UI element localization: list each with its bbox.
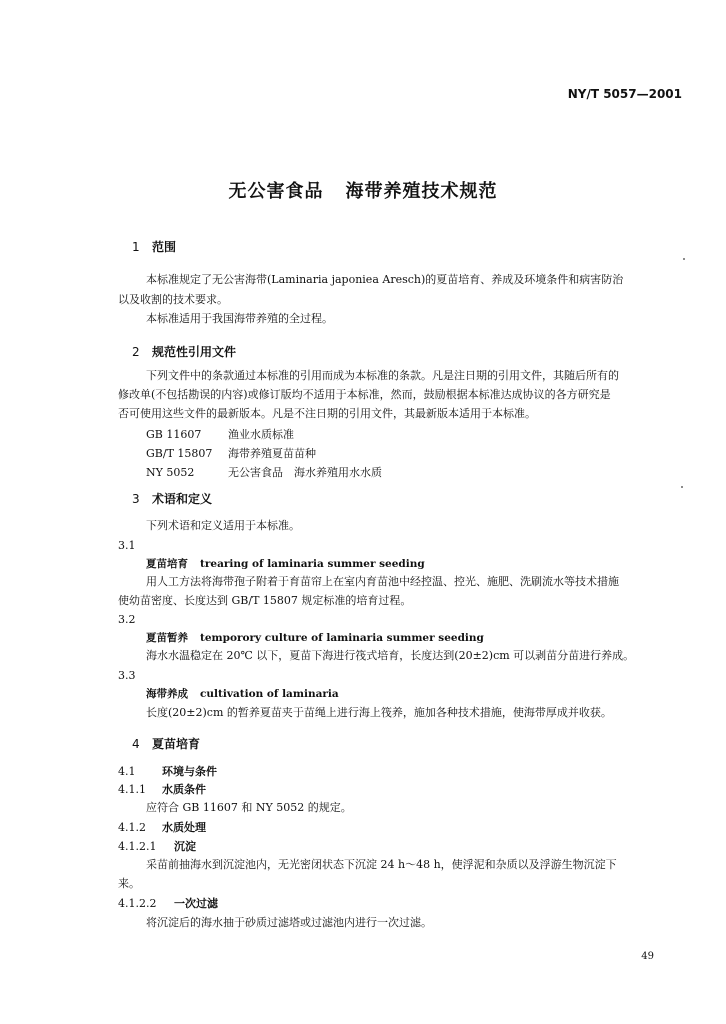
term-definition-line1: 用人工方法将海带孢子附着于育苗帘上在室内育苗池中经控温、控光、施肥、洗刷流水等技术措施 [146,575,619,588]
term-heading: 海带养成 cultivation of laminaria [146,688,339,700]
subsection-4-1-1-heading: 4.1.1 水质条件 [118,783,206,796]
standard-number: NY/T 5057—2001 [567,87,682,101]
section-1-para1-line1: 本标准规定了无公害海带(Laminaria japoniea Aresch)的夏苗培育、养成及环境条件和病害防治 [146,273,624,286]
document-title [0,177,726,203]
title-part2: 海带养殖技术规范 [345,181,498,202]
subsection-4-1-1-text: 应符合 GB 11607 和 NY 5052 的规定。 [146,801,352,814]
section-1-para2: 本标准适用于我国海带养殖的全过程。 [146,312,333,325]
term-heading: 夏苗暂养 temporory culture of laminaria summer seeding [146,632,484,644]
subsection-4-1-2-heading: 4.1.2 水质处理 [118,821,206,834]
page-number: 49 [641,951,654,962]
section-4-heading: 4 夏苗培育 [132,737,201,751]
subsection-4-1-heading: 4.1 环境与条件 [118,765,217,778]
scan-speck [683,258,685,260]
subsection-4-1-2-1-text-line2: 来。 [118,877,140,890]
reference-item: GB 11607 渔业水质标准 [146,428,294,441]
term-definition-line1: 长度(20±2)cm 的暂养夏苗夹于苗绳上进行海上筏养，施加各种技术措施，使海带厚成并收获。 [146,706,612,719]
term-definition-line1: 海水水温稳定在 20℃ 以下，夏苗下海进行筏式培育，长度达到(20±2)cm 可以剥苗分苗进行养成。 [146,649,635,662]
subsection-4-1-2-2-heading: 4.1.2.2 一次过滤 [118,897,218,910]
section-3-heading: 3 术语和定义 [132,492,213,506]
section-2-para-line3: 否可使用这些文件的最新版本。凡是不注日期的引用文件，其最新版本适用于本标准。 [118,407,536,420]
scan-speck [681,486,683,488]
term-definition-line2: 使幼苗密度、长度达到 GB/T 15807 规定标准的培育过程。 [118,594,412,607]
section-1-para1-line2: 以及收割的技术要求。 [118,293,228,306]
term-number: 3.3 [118,669,136,682]
term-heading: 夏苗培育 trearing of laminaria summer seeding [146,558,425,570]
subsection-4-1-2-1-text-line1: 采苗前抽海水到沉淀池内，无光密闭状态下沉淀 24 h～48 h，使浮泥和杂质以及浮游生物沉淀下 [146,858,617,871]
subsection-4-1-2-2-text: 将沉淀后的海水抽于砂质过滤塔或过滤池内进行一次过滤。 [146,916,432,929]
reference-item: GB/T 15807 海带养殖夏苗苗种 [146,447,316,460]
term-number: 3.2 [118,613,136,626]
section-2-heading: 2 规范性引用文件 [132,345,237,359]
title-part1: 无公害食品 [228,181,324,202]
reference-item: NY 5052 无公害食品 海水养殖用水水质 [146,466,382,479]
term-number: 3.1 [118,539,136,552]
section-2-para-line2: 修改单(不包括勘误的内容)或修订版均不适用于本标准，然而，鼓励根据本标准达成协议的各方研究是 [118,388,611,401]
section-2-para-line1: 下列文件中的条款通过本标准的引用而成为本标准的条款。凡是注日期的引用文件，其随后所有的 [146,369,619,382]
section-3-intro: 下列术语和定义适用于本标准。 [146,519,300,532]
subsection-4-1-2-1-heading: 4.1.2.1 沉淀 [118,840,196,853]
section-1-heading: 1 范围 [132,240,177,254]
